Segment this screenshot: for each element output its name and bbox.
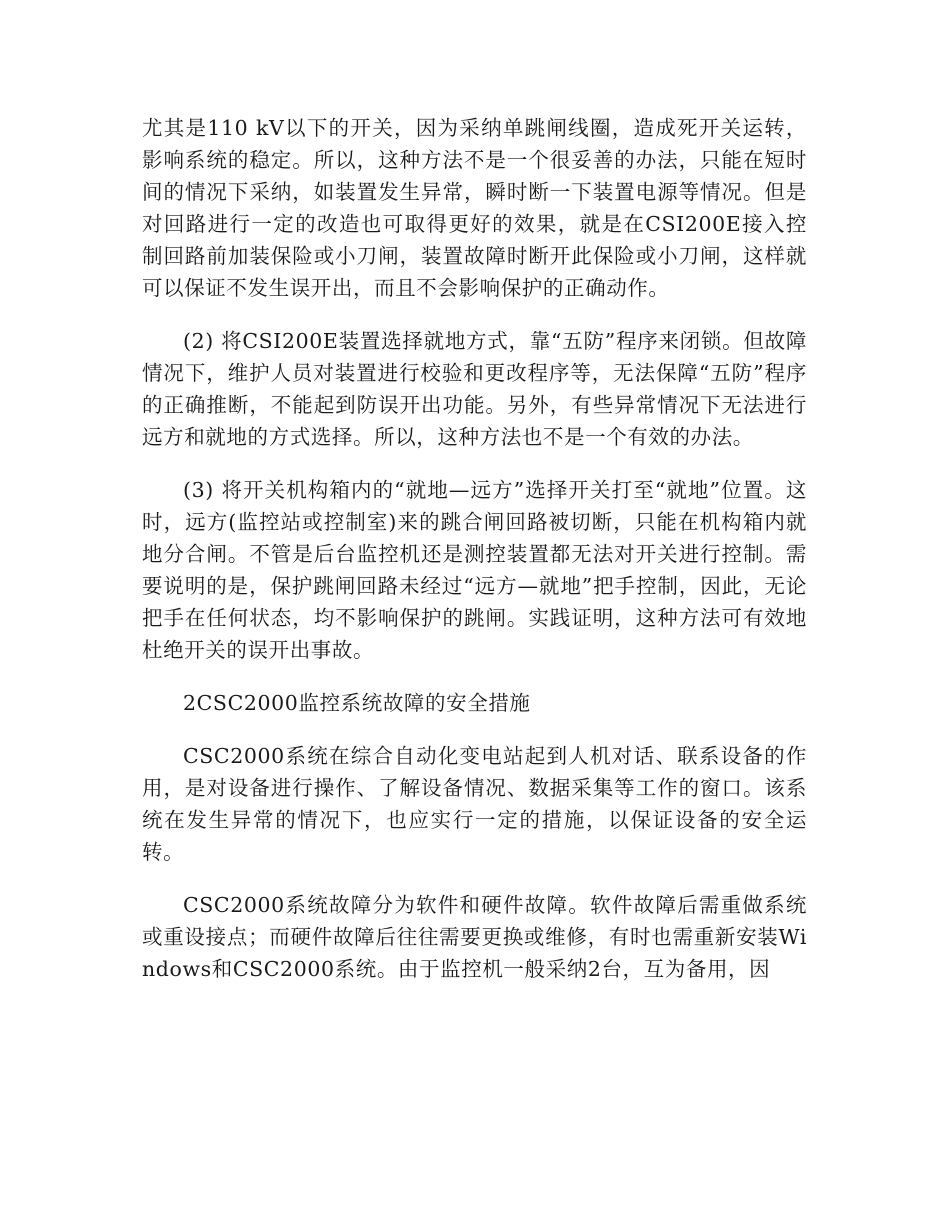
paragraph-local-remote-switch: (3) 将开关机构箱内的“就地—远方”选择开关打至“就地”位置。这时，远方(监控站或控制室)来的跳合闸回路被切断，只能在机构箱内就地分合闸。不管是后台监控机还是测控装置都无法对开关进行控制。需要说明的是，保护跳闸回路未经过“远方—就地”把手控制，因此，无论把手在任何状态，均不影响保护的跳闸。实践证明，这种方法可有效地杜绝开关的误开出事故。 (142, 478, 807, 662)
paragraph-local-mode: (2) 将CSI200E装置选择就地方式，靠“五防”程序来闭锁。但故障情况下，维护人员对装置进行校验和更改程序等，无法保障“五防”程序的正确推断，不能起到防误开出功能。另外，有些异常情况下无法进行远方和就地的方式选择。所以，这种方法也不是一个有效的办法。 (142, 329, 807, 449)
document-page (142, 112, 807, 985)
paragraph-csc2000-intro: CSC2000系统在综合自动化变电站起到人机对话、联系设备的作用，是对设备进行操作、了解设备情况、数据采集等工作的窗口。该系统在发生异常的情况下，也应实行一定的措施，以保证设备的安全运转。 (142, 744, 807, 864)
section-heading: 2CSC2000监控系统故障的安全措施 (183, 691, 531, 715)
paragraph-switch-modification: 尤其是110 kV以下的开关，因为采纳单跳闸线圈，造成死开关运转，影响系统的稳定。所以，这种方法不是一个很妥善的办法，只能在短时间的情况下采纳，如装置发生异常，瞬时断一下装置电源等情况。但是对回路进行一定的改造也可取得更好的效果，就是在CSI200E接入控制回路前加装保险或小刀闸，装置故障时断开此保险或小刀闸，这样就可以保证不发生误开出，而且不会影响保护的正确动作。 (142, 116, 807, 300)
paragraph-csc2000-faults: CSC2000系统故障分为软件和硬件故障。软件故障后需重做系统或重设接点；而硬件故障后往往需要更换或维修，有时也需重新安装Windows和CSC2000系统。由于监控机一般采纳2台，互为备用，因 (142, 893, 807, 981)
